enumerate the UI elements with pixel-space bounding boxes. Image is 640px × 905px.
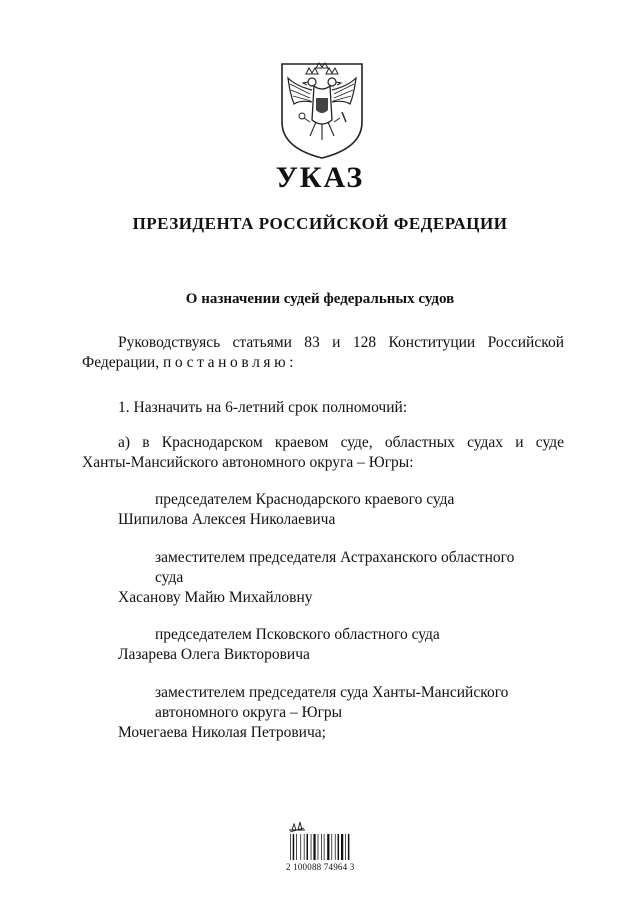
appointment-position: заместителем председателя Астраханского областного [155, 549, 515, 566]
appointment-position: заместителем председателя суда Ханты-Мансийского [155, 684, 509, 701]
subitem-a-line-1: а) в Краснодарском краевом суде, областных судах и суде [118, 434, 564, 451]
appointment-name: Хасанову Майю Михайловну [118, 589, 313, 606]
item-1: 1. Назначить на 6-летний срок полномочий: [118, 399, 408, 416]
preamble-line-1: Руководствуясь статьями 83 и 128 Конституции Российской [118, 334, 564, 351]
subitem-a-line-2: Ханты-Мансийского автономного округа – Югры: [82, 454, 414, 471]
barcode [286, 818, 366, 878]
state-emblem-icon [276, 60, 368, 160]
preamble-line-2 [82, 353, 297, 373]
appointment-name: Мочегаева Николая Петровича; [118, 724, 326, 741]
appointment-name: Лазарева Олега Викторовича [118, 646, 310, 663]
appointment-name: Шипилова Алексея Николаевича [118, 511, 336, 528]
preamble-start: Федерации, [82, 354, 160, 371]
decree-subtitle: ПРЕЗИДЕНТА РОССИЙСКОЙ ФЕДЕРАЦИИ [132, 214, 508, 233]
preamble-spaced-word: постановляю: [162, 354, 298, 371]
decree-title: УКАЗ [275, 161, 365, 194]
decree-heading: О назначении судей федеральных судов [185, 291, 455, 307]
barcode-digits: 2 100088 74964 3 [286, 862, 355, 872]
appointment-position: председателем Псковского областного суда [155, 626, 440, 643]
appointment-position-continued: автономного округа – Югры [155, 704, 343, 721]
appointment-position-continued: суда [155, 569, 184, 586]
appointment-position: председателем Краснодарского краевого суда [155, 491, 455, 508]
kremlin-logo-icon [289, 822, 305, 832]
